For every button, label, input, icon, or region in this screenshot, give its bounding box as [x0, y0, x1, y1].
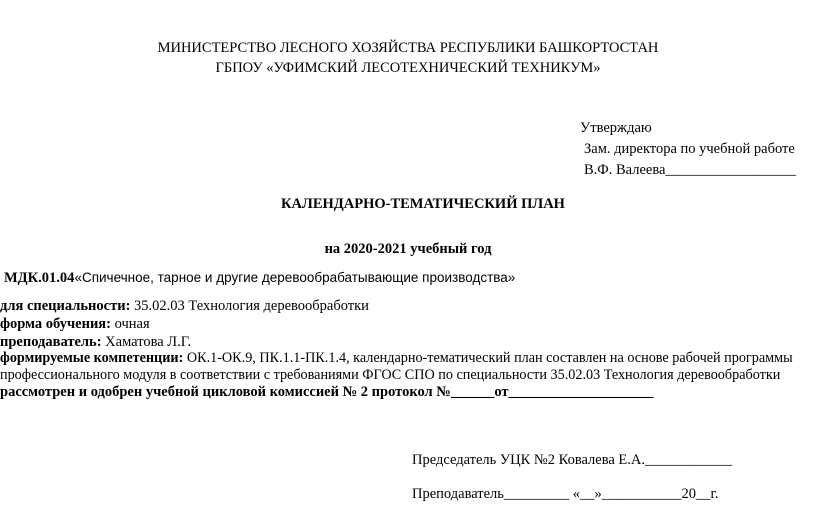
teacher-value: Хаматова Л.Г.: [101, 334, 192, 350]
chair-signature-line: Председатель УЦК №2 Ковалева Е.А.____________: [412, 452, 733, 468]
commission-review-line: рассмотрен и одобрен учебной цикловой комиссией № 2 протокол №______от____________________: [0, 384, 654, 400]
teacher-signature-line: Преподаватель_________ «__»___________20__г.: [412, 486, 719, 502]
approval-line-3: В.Ф. Валеева__________________: [584, 162, 796, 178]
specialty-value: 35.02.03 Технология деревообработки: [130, 298, 369, 314]
document-title: КАЛЕНДАРНО-ТЕМАТИЧЕСКИЙ ПЛАН: [281, 196, 565, 212]
specialty-line: [0, 298, 369, 315]
approval-line-2: Зам. директора по учебной работе: [584, 141, 795, 157]
study-form-line: [0, 316, 150, 333]
specialty-label: для специальности:: [0, 298, 131, 314]
module-line: [4, 270, 515, 287]
academic-year: на 2020-2021 учебный год: [324, 241, 492, 257]
ministry-name: МИНИСТЕРСТВО ЛЕСНОГО ХОЗЯЙСТВА РЕСПУБЛИКИ БАШКОРТОСТАН: [157, 40, 659, 56]
teacher-label: преподаватель:: [0, 334, 102, 350]
module-title: «Спичечное, тарное и другие деревообрабатывающие производства»: [74, 270, 516, 285]
competencies-value: ОК.1-ОК.9, ПК.1.1-ПК.1.4, календарно-тематический план составлен на основе рабочей программы: [183, 350, 793, 366]
study-form-value: очная: [110, 316, 150, 332]
teacher-line: [0, 334, 191, 351]
institution-name: ГБПОУ «УФИМСКИЙ ЛЕСОТЕХНИЧЕСКИЙ ТЕХНИКУМ»: [215, 60, 601, 76]
competencies-continuation: профессионального модуля в соответствии с требованиями ФГОС СПО по специальности 35.02.03 Технология деревообработки: [0, 367, 781, 383]
competencies-line: [0, 350, 793, 367]
competencies-label: формируемые компетенции:: [0, 350, 184, 366]
approval-line-1: Утверждаю: [580, 120, 652, 136]
study-form-label: форма обучения:: [0, 316, 111, 332]
module-code: МДК.01.04: [4, 270, 75, 286]
